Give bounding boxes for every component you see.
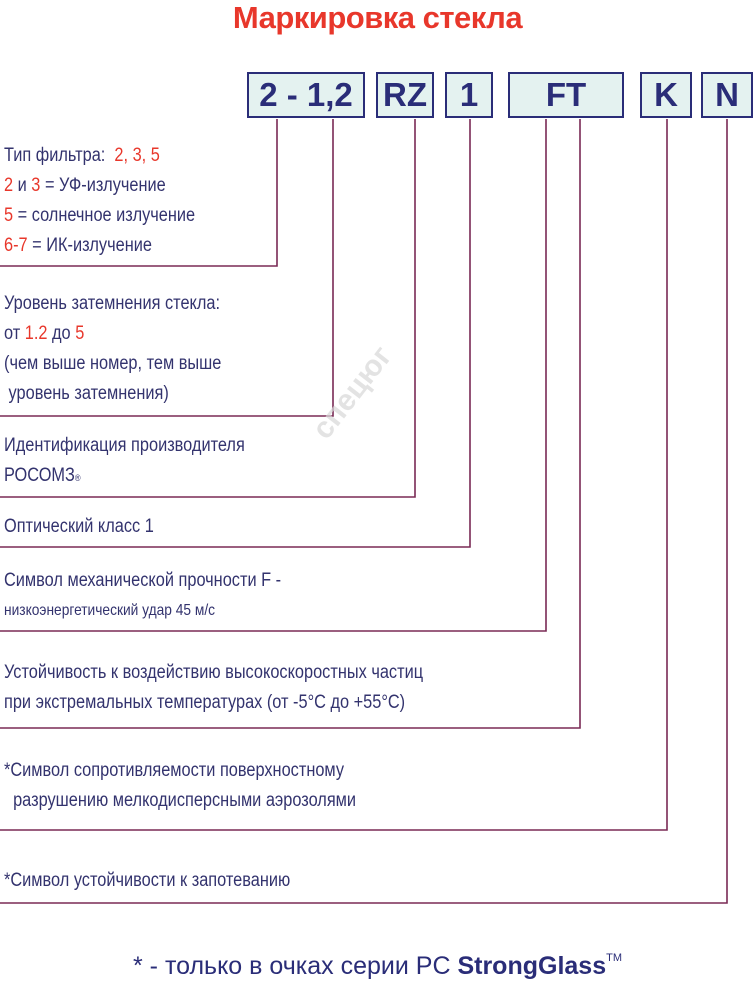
brand-name: StrongGlass (457, 952, 607, 980)
code-box-fog: N (701, 72, 753, 118)
watermark: спецюг (306, 339, 399, 446)
mechanical-line2: низкоэнергетический удар 45 м/с (4, 602, 216, 619)
optical-line1: Оптический класс 1 (4, 516, 154, 537)
darkness-line3: (чем выше номер, тем выше (4, 353, 222, 374)
footer-note: * - только в очках серии PC StrongGlass™ (133, 952, 622, 980)
filter-type-line2: 2 и 3 = УФ-излучение (4, 175, 166, 196)
code-box-optical: 1 (445, 72, 493, 118)
page-title: Маркировка стекла (232, 0, 523, 35)
aerosol-line1: *Символ сопротивляемости поверхностному (4, 760, 345, 781)
code-box-aerosol: K (640, 72, 692, 118)
darkness-line4: уровень затемнения) (4, 383, 169, 404)
code-box-mechanical: FT (508, 72, 624, 118)
manufacturer-line1: Идентификация производителя (4, 435, 245, 456)
code-box-manufacturer: RZ (376, 72, 434, 118)
particles-line2: при экстремальных температурах (от -5°C до +55°C) (4, 692, 406, 713)
trademark-mark: TM (606, 952, 622, 964)
filter-type-line1: Тип фильтра: 2, 3, 5 (4, 145, 160, 166)
darkness-line1: Уровень затемнения стекла: (4, 293, 221, 314)
registered-mark: ® (74, 473, 81, 483)
filter-type-line4: 6-7 = ИК-излучение (4, 235, 152, 256)
code-box-filter: 2 - 1,2 (247, 72, 365, 118)
mechanical-line1: Символ механической прочности F - (4, 570, 282, 591)
particles-line1: Устойчивость к воздействию высокоскоростных частиц (4, 662, 424, 683)
manufacturer-line2: РОСОМЗ® (4, 465, 81, 486)
filter-type-line3: 5 = солнечное излучение (4, 205, 196, 226)
darkness-line2: от 1.2 до 5 (4, 323, 85, 344)
aerosol-line2: разрушению мелкодисперсными аэрозолями (4, 790, 357, 811)
fog-line1: *Символ устойчивости к запотеванию (4, 870, 291, 891)
